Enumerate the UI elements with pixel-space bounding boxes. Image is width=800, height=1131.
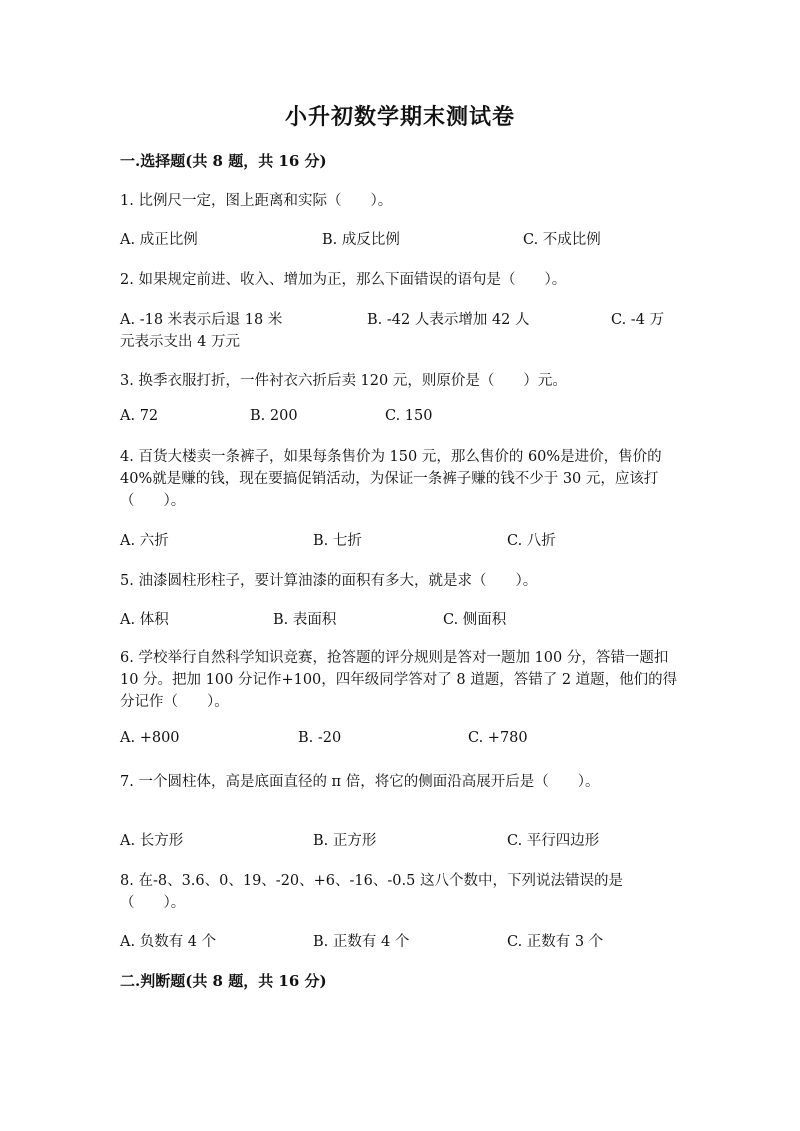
question-1-option-a: A. 成正比例 xyxy=(120,232,198,248)
question-8-option-c: C. 正数有 3 个 xyxy=(507,934,604,950)
question-4-text: 4. 百货大楼卖一条裤子，如果每条售价为 150 元，那么售价的 60%是进价，售价的 40%就是赚的钱，现在要搞促销活动，为保证一条裤子赚的钱不少于 30 元，应该打（ ）。 xyxy=(120,449,662,509)
question-3-option-a: A. 72 xyxy=(120,408,159,424)
question-2-option-b: B. -42 人表示增加 42 人 xyxy=(367,312,530,328)
question-3-option-b: B. 200 xyxy=(250,408,298,424)
section-heading-judgement: 二.判断题(共 8 题，共 16 分) xyxy=(120,972,327,990)
question-7-option-c: C. 平行四边形 xyxy=(507,833,600,849)
question-4-option-b: B. 七折 xyxy=(313,533,362,549)
question-5-option-b: B. 表面积 xyxy=(273,612,337,628)
question-7-option-b: B. 正方形 xyxy=(313,833,377,849)
question-4-option-a: A. 六折 xyxy=(120,533,169,549)
question-5-option-c: C. 侧面积 xyxy=(443,612,507,628)
question-3-text: 3. 换季衣服打折，一件衬衣六折后卖 120 元，则原价是（ ）元。 xyxy=(120,373,567,389)
question-8-text: 8. 在-8、3.6、0、19、-20、+6、-16、-0.5 这八个数中，下列说法错误的是（ ）。 xyxy=(120,873,623,911)
question-8-option-a: A. 负数有 4 个 xyxy=(120,934,217,950)
question-2-option-a: A. -18 米表示后退 18 米 xyxy=(120,312,283,328)
question-6-option-c: C. +780 xyxy=(468,730,528,746)
question-5-text: 5. 油漆圆柱形柱子，要计算油漆的面积有多大，就是求（ ）。 xyxy=(120,573,538,589)
question-1-text: 1. 比例尺一定，图上距离和实际（ ）。 xyxy=(120,193,393,209)
question-8-option-b: B. 正数有 4 个 xyxy=(313,934,410,950)
question-6-option-b: B. -20 xyxy=(298,730,342,746)
question-5-option-a: A. 体积 xyxy=(120,612,169,628)
question-4-option-c: C. 八折 xyxy=(507,533,556,549)
question-7-text: 7. 一个圆柱体，高是底面直径的 π 倍，将它的侧面沿高展开后是（ ）。 xyxy=(120,774,600,790)
question-3-option-c: C. 150 xyxy=(385,408,433,424)
question-2-text: 2. 如果规定前进、收入、增加为正，那么下面错误的语句是（ ）。 xyxy=(120,272,567,288)
section-heading-choice: 一.选择题(共 8 题，共 16 分) xyxy=(120,152,327,170)
question-6-option-a: A. +800 xyxy=(120,730,180,746)
question-7-option-a: A. 长方形 xyxy=(120,833,184,849)
question-1-option-b: B. 成反比例 xyxy=(322,232,400,248)
page-title: 小升初数学期末测试卷 xyxy=(284,104,515,130)
question-2-option-c-continued: 元表示支出 4 万元 xyxy=(120,334,240,350)
question-1-option-c: C. 不成比例 xyxy=(523,232,601,248)
question-6-text: 6. 学校举行自然科学知识竞赛，抢答题的评分规则是答对一题加 100 分，答错一题扣 10 分。把加 100 分记作+100，四年级同学答对了 8 道题，答错了 2 道题，他们的得分记作（ ）。 xyxy=(120,650,678,710)
question-2-option-c: C. -4 万 xyxy=(611,312,665,328)
